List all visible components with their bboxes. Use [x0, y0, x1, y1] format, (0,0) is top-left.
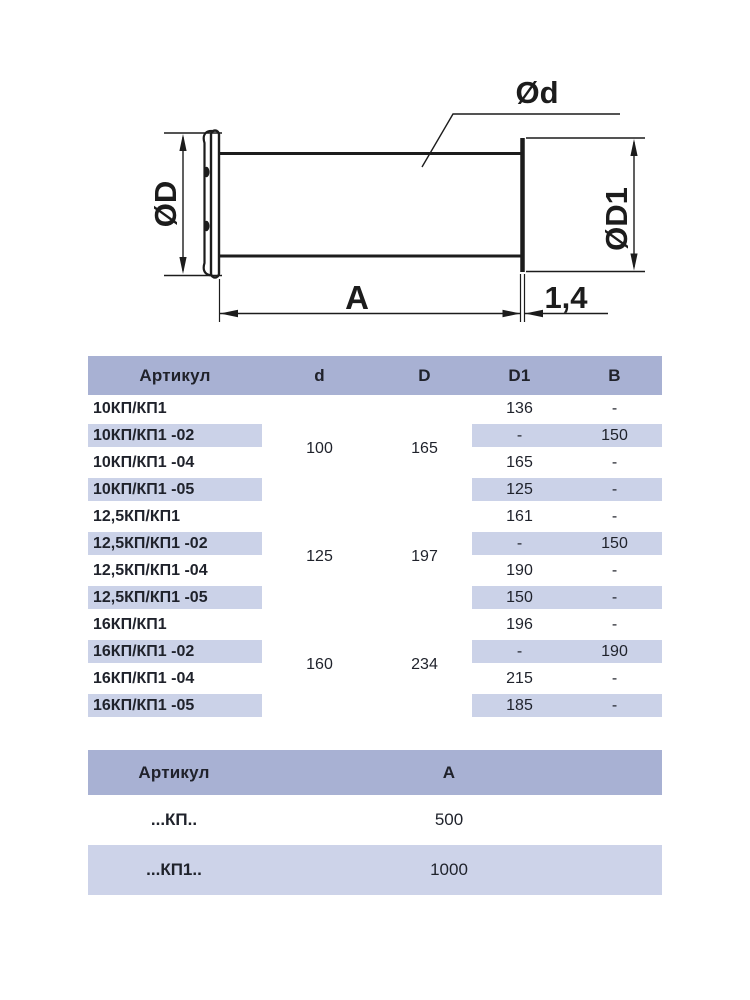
article-cell: 12,5КП/КП1: [88, 503, 262, 530]
article-cell: 12,5КП/КП1 -05: [88, 584, 262, 611]
B-value-cell: -: [567, 692, 662, 719]
dimensions-table-header-row: [88, 356, 662, 395]
label-wall-thickness: 1,4: [544, 280, 588, 315]
D1-value-cell: 165: [472, 449, 567, 476]
B-value-cell: -: [567, 584, 662, 611]
A-value-cell: 1000: [260, 845, 662, 895]
d-value-cell: 100: [262, 395, 377, 503]
label-inner-diameter: Ød: [515, 75, 559, 110]
D1-value-cell: 161: [472, 503, 567, 530]
A-value-cell: 500: [434, 810, 464, 829]
arrow-D-down: [179, 257, 186, 274]
article-cell: 10КП/КП1 -04: [88, 449, 262, 476]
arrow-D-up: [179, 134, 186, 151]
B-value-cell: -: [567, 665, 662, 692]
label-outer-diameter: ØD: [148, 180, 183, 228]
arrow-A-left: [220, 310, 238, 318]
article-cell: 12,5КП/КП1 -02: [88, 530, 262, 557]
D1-value-cell: 190: [472, 557, 567, 584]
article-cell: 10КП/КП1 -05: [88, 476, 262, 503]
grille-clip-top: [204, 167, 210, 177]
D1-value-cell: 136: [472, 395, 567, 422]
article-cell: 10КП/КП1: [88, 395, 262, 422]
dimensions-table: [88, 356, 662, 719]
article-cell: 12,5КП/КП1 -04: [88, 557, 262, 584]
col-header-article: Артикул: [88, 356, 262, 395]
arrow-D1-down: [630, 254, 637, 271]
D-value-cell: 234: [377, 611, 472, 719]
D-value-cell: 197: [377, 503, 472, 611]
B-value-cell: -: [567, 557, 662, 584]
B-value-cell: 150: [567, 530, 662, 557]
B-value-cell: -: [567, 449, 662, 476]
article-cell: ...КП..: [150, 810, 198, 829]
B-value-cell: 190: [567, 638, 662, 665]
B-value-cell: -: [567, 476, 662, 503]
B-value-cell: -: [567, 611, 662, 638]
D1-value-cell: -: [472, 530, 567, 557]
D1-value-cell: 215: [472, 665, 567, 692]
table-row: [88, 395, 662, 422]
B-value-cell: -: [567, 503, 662, 530]
table-row: [88, 845, 662, 895]
col-header-article: Артикул: [88, 750, 260, 795]
article-cell: 16КП/КП1 -05: [88, 692, 262, 719]
col-header-A: А: [260, 750, 662, 795]
length-table-header-row: [88, 750, 662, 795]
table-row: [88, 611, 662, 638]
duct-dimension-drawing: [0, 0, 750, 345]
D1-value-cell: -: [472, 638, 567, 665]
col-header-D1: D1: [472, 356, 567, 395]
col-header-D: D: [377, 356, 472, 395]
D1-value-cell: 150: [472, 584, 567, 611]
D1-value-cell: 196: [472, 611, 567, 638]
label-length-A: A: [345, 279, 369, 316]
article-cell: 16КП/КП1 -04: [88, 665, 262, 692]
col-header-d: d: [262, 356, 377, 395]
D1-value-cell: -: [472, 422, 567, 449]
grille-plate: [211, 131, 219, 278]
B-value-cell: 150: [567, 422, 662, 449]
D-value-cell: 165: [377, 395, 472, 503]
D1-value-cell: 125: [472, 476, 567, 503]
arrow-D1-up: [630, 139, 637, 156]
D1-value-cell: 185: [472, 692, 567, 719]
col-header-B: B: [567, 356, 662, 395]
table-row: [88, 503, 662, 530]
B-value-cell: -: [567, 395, 662, 422]
length-table: [88, 750, 662, 895]
arrow-A-right: [503, 310, 521, 318]
table-row: [88, 795, 662, 845]
d-value-cell: 160: [262, 611, 377, 719]
label-end-diameter: ØD1: [599, 187, 634, 251]
article-cell: 16КП/КП1: [88, 611, 262, 638]
article-cell: 16КП/КП1 -02: [88, 638, 262, 665]
article-cell: 10КП/КП1 -02: [88, 422, 262, 449]
d-value-cell: 125: [262, 503, 377, 611]
article-cell: ...КП1..: [88, 845, 260, 895]
grille-clip-bottom: [204, 221, 210, 231]
